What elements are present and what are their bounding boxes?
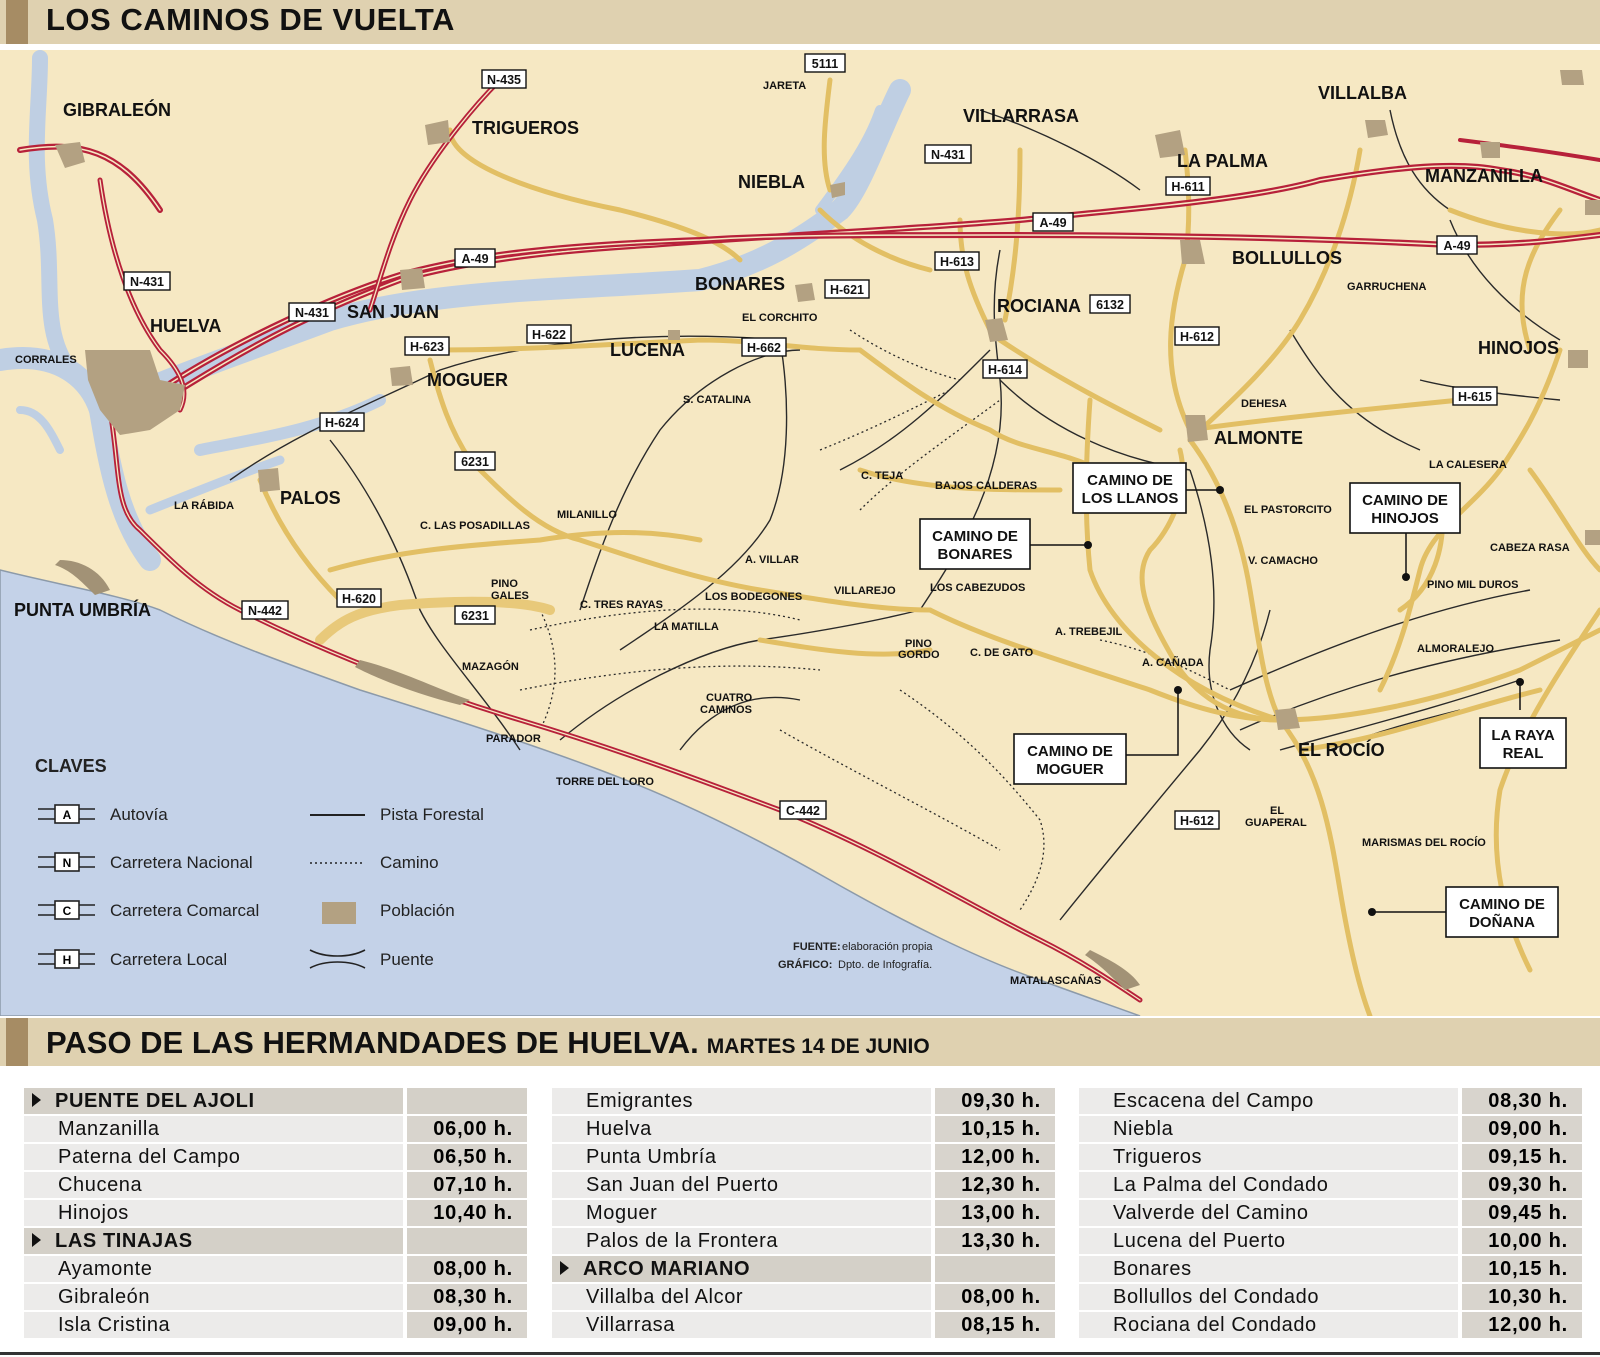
svg-text:H-613: H-613 xyxy=(939,255,975,269)
svg-text:C. DE GATO: C. DE GATO xyxy=(970,647,1034,659)
play-arrow-icon xyxy=(32,1233,41,1247)
passage-time: 08,30 h. xyxy=(1462,1088,1582,1114)
passage-time: 06,50 h. xyxy=(407,1144,527,1170)
road-label-h614 xyxy=(983,360,1027,378)
svg-text:A-49: A-49 xyxy=(461,252,489,266)
town-label-moguer: MOGUER xyxy=(427,370,508,390)
hermandad-name: Hinojos xyxy=(24,1200,403,1226)
schedule-row xyxy=(552,1144,1055,1170)
svg-text:A-49: A-49 xyxy=(1443,239,1471,253)
legend-pista: Pista Forestal xyxy=(380,805,484,824)
passage-time: 13,30 h. xyxy=(935,1228,1055,1254)
legend-camino: Camino xyxy=(380,853,439,872)
play-arrow-icon xyxy=(560,1261,569,1275)
svg-text:CAMINO DE: CAMINO DE xyxy=(932,528,1018,545)
svg-text:HINOJOS: HINOJOS xyxy=(1371,510,1439,527)
road-label-h622 xyxy=(527,325,571,343)
svg-text:MILANILLO: MILANILLO xyxy=(557,509,617,521)
road-label-a49 xyxy=(1033,213,1073,231)
road-label-5111 xyxy=(805,54,845,72)
passage-time: 08,00 h. xyxy=(935,1284,1055,1310)
svg-text:LOS BODEGONES: LOS BODEGONES xyxy=(705,591,803,603)
town-label-trigueros: TRIGUEROS xyxy=(472,118,580,138)
svg-text:A. VILLAR: A. VILLAR xyxy=(745,554,799,566)
road-label-h662 xyxy=(742,338,786,356)
camino-box-donana xyxy=(1446,887,1558,937)
camino-box-los-llanos xyxy=(1073,463,1186,513)
town-label-lucena: LUCENA xyxy=(610,340,685,360)
svg-text:H-621: H-621 xyxy=(829,283,865,297)
svg-text:LA RÁBIDA: LA RÁBIDA xyxy=(174,500,235,512)
schedule-row xyxy=(24,1284,527,1310)
svg-text:A. TREBEJIL: A. TREBEJIL xyxy=(1055,626,1123,638)
svg-text:H-624: H-624 xyxy=(324,416,360,430)
group-name xyxy=(24,1088,403,1114)
schedule-row xyxy=(1079,1088,1582,1114)
town-label-punta-umbria: PUNTA UMBRÍA xyxy=(14,600,151,620)
passage-time: 08,30 h. xyxy=(407,1284,527,1310)
hermandad-name: Trigueros xyxy=(1079,1144,1458,1170)
town-label-la-palma: LA PALMA xyxy=(1177,151,1268,171)
svg-text:H-622: H-622 xyxy=(531,328,567,342)
camino-box-hinojos xyxy=(1350,483,1460,533)
hermandad-name: Villarrasa xyxy=(552,1312,931,1338)
hermandad-name: Manzanilla xyxy=(24,1116,403,1142)
svg-text:GUAPERAL: GUAPERAL xyxy=(1245,817,1307,829)
svg-text:H-620: H-620 xyxy=(341,592,377,606)
schedule-title-bar xyxy=(0,1018,1600,1066)
hermandad-name: Lucena del Puerto xyxy=(1079,1228,1458,1254)
passage-time: 12,00 h. xyxy=(1462,1312,1582,1338)
schedule-column-2 xyxy=(552,1088,1055,1340)
legend-nacional: Carretera Nacional xyxy=(110,853,253,872)
hermandad-name: Bonares xyxy=(1079,1256,1458,1282)
hermandad-name: San Juan del Puerto xyxy=(552,1172,931,1198)
legend-poblacion: Población xyxy=(380,901,455,920)
svg-text:DEHESA: DEHESA xyxy=(1241,398,1287,410)
svg-text:CAMINOS: CAMINOS xyxy=(700,704,752,716)
schedule-title: PASO DE LAS HERMANDADES DE HUELVA. MARTES 14 DE JUNIO xyxy=(46,1025,930,1060)
svg-text:N-431: N-431 xyxy=(294,306,330,320)
group-label: PUENTE DEL AJOLI xyxy=(55,1090,255,1112)
svg-text:TORRE DEL LORO: TORRE DEL LORO xyxy=(556,776,654,788)
svg-text:GALES: GALES xyxy=(491,590,529,602)
passage-time: 13,00 h. xyxy=(935,1200,1055,1226)
schedule-row xyxy=(1079,1228,1582,1254)
road-label-n431 xyxy=(124,272,170,290)
road-label-a49 xyxy=(455,249,495,267)
group-name xyxy=(24,1228,403,1254)
legend-poblacion-symbol xyxy=(322,902,356,924)
hermandad-name: Moguer xyxy=(552,1200,931,1226)
group-name xyxy=(552,1256,931,1282)
road-label-h611 xyxy=(1166,177,1210,195)
schedule-column-1 xyxy=(24,1088,527,1340)
town-label-palos: PALOS xyxy=(280,488,341,508)
svg-text:H-662: H-662 xyxy=(746,341,782,355)
hermandad-name: Villalba del Alcor xyxy=(552,1284,931,1310)
passage-time: 09,00 h. xyxy=(1462,1116,1582,1142)
road-label-c442 xyxy=(780,801,826,819)
hermandad-name: Paterna del Campo xyxy=(24,1144,403,1170)
road-label-n431 xyxy=(289,303,335,321)
town-label-bollullos: BOLLULLOS xyxy=(1232,248,1342,268)
road-label-h615 xyxy=(1453,387,1497,405)
svg-text:CORRALES: CORRALES xyxy=(15,354,77,366)
hermandad-name: Rociana del Condado xyxy=(1079,1312,1458,1338)
town-label-hinojos: HINOJOS xyxy=(1478,338,1560,358)
svg-text:LOS LLANOS: LOS LLANOS xyxy=(1081,490,1179,507)
svg-text:A. CAÑADA: A. CAÑADA xyxy=(1142,657,1204,669)
camino-box-la-raya-real xyxy=(1480,718,1566,768)
schedule-group-header xyxy=(24,1228,527,1254)
hermandad-name: Ayamonte xyxy=(24,1256,403,1282)
road-label-6132 xyxy=(1090,295,1130,313)
svg-text:C. LAS POSADILLAS: C. LAS POSADILLAS xyxy=(420,520,531,532)
passage-time: 08,15 h. xyxy=(935,1312,1055,1338)
svg-text:LA MATILLA: LA MATILLA xyxy=(654,621,719,633)
svg-text:BONARES: BONARES xyxy=(937,546,1013,563)
hermandad-name: Gibraleón xyxy=(24,1284,403,1310)
svg-text:EL CORCHITO: EL CORCHITO xyxy=(742,312,818,324)
road-label-a49 xyxy=(1437,236,1477,254)
svg-text:GORDO: GORDO xyxy=(898,649,940,661)
schedule-row xyxy=(552,1284,1055,1310)
town-label-niebla: NIEBLA xyxy=(738,172,805,192)
passage-time: 06,00 h. xyxy=(407,1116,527,1142)
town-label-rociana: ROCIANA xyxy=(997,296,1081,316)
hermandad-name: Niebla xyxy=(1079,1116,1458,1142)
road-label-n442 xyxy=(242,601,288,619)
svg-text:GARRUCHENA: GARRUCHENA xyxy=(1347,281,1427,293)
play-arrow-icon xyxy=(32,1093,41,1107)
svg-text:H-623: H-623 xyxy=(409,340,445,354)
svg-text:JARETA: JARETA xyxy=(763,80,807,92)
road-label-h612 xyxy=(1175,327,1219,345)
svg-text:C. TRES RAYAS: C. TRES RAYAS xyxy=(580,599,663,611)
passage-time: 09,00 h. xyxy=(407,1312,527,1338)
title-bar xyxy=(0,0,1600,44)
road-label-n431 xyxy=(925,145,971,163)
town-label-almonte: ALMONTE xyxy=(1214,428,1303,448)
svg-text:H-615: H-615 xyxy=(1457,390,1493,404)
schedule-row xyxy=(24,1144,527,1170)
schedule-row xyxy=(24,1256,527,1282)
svg-text:Dpto. de Infografía.: Dpto. de Infografía. xyxy=(838,959,933,971)
route-map[interactable] xyxy=(0,50,1600,1016)
svg-text:S. CATALINA: S. CATALINA xyxy=(683,394,752,406)
passage-time: 12,30 h. xyxy=(935,1172,1055,1198)
svg-text:H-611: H-611 xyxy=(1171,180,1205,194)
schedule-row xyxy=(1079,1200,1582,1226)
hermandad-name: Emigrantes xyxy=(552,1088,931,1114)
road-label-n435 xyxy=(482,70,526,88)
svg-text:ALMORALEJO: ALMORALEJO xyxy=(1417,643,1494,655)
legend-title: CLAVES xyxy=(35,756,107,776)
road-label-h612 xyxy=(1175,811,1219,829)
schedule-row xyxy=(1079,1256,1582,1282)
svg-text:MATALASCAÑAS: MATALASCAÑAS xyxy=(1010,975,1102,987)
svg-text:MOGUER: MOGUER xyxy=(1036,761,1104,778)
svg-text:PINO: PINO xyxy=(905,638,932,650)
town-label-san-juan: SAN JUAN xyxy=(347,302,440,322)
passage-time: 09,45 h. xyxy=(1462,1200,1582,1226)
svg-text:C-442: C-442 xyxy=(785,804,821,818)
svg-text:elaboración propia: elaboración propia xyxy=(842,941,933,953)
page-title: LOS CAMINOS DE VUELTA xyxy=(46,2,455,37)
hermandad-name: La Palma del Condado xyxy=(1079,1172,1458,1198)
title-bar-tab xyxy=(6,0,28,44)
legend-local: Carretera Local xyxy=(110,950,228,969)
schedule-row xyxy=(24,1200,527,1226)
svg-text:EL PASTORCITO: EL PASTORCITO xyxy=(1244,504,1332,516)
svg-text:H-612: H-612 xyxy=(1179,330,1215,344)
svg-text:PINO MIL DUROS: PINO MIL DUROS xyxy=(1427,579,1519,591)
legend-comarcal: Carretera Comarcal xyxy=(110,901,260,920)
hermandad-name: Chucena xyxy=(24,1172,403,1198)
svg-text:V. CAMACHO: V. CAMACHO xyxy=(1248,555,1318,567)
camino-box-moguer xyxy=(1014,734,1126,784)
svg-text:H-612: H-612 xyxy=(1179,814,1215,828)
svg-text:6231: 6231 xyxy=(461,455,489,469)
road-label-h621 xyxy=(825,280,869,298)
schedule-row xyxy=(24,1172,527,1198)
schedule-group-header xyxy=(552,1256,1055,1282)
svg-text:LA CALESERA: LA CALESERA xyxy=(1429,459,1507,471)
schedule-row xyxy=(24,1312,527,1338)
schedule-title-tab xyxy=(6,1018,28,1066)
town-label-villalba: VILLALBA xyxy=(1318,83,1407,103)
svg-text:CAMINO DE: CAMINO DE xyxy=(1087,472,1173,489)
road-label-h624 xyxy=(320,413,364,431)
passage-time: 10,40 h. xyxy=(407,1200,527,1226)
camino-box-bonares xyxy=(920,519,1030,569)
group-time-cell xyxy=(935,1256,1055,1282)
svg-text:A: A xyxy=(62,808,72,822)
svg-text:N-442: N-442 xyxy=(247,604,283,618)
schedule-row xyxy=(1079,1116,1582,1142)
svg-text:6231: 6231 xyxy=(461,609,489,623)
bottom-rule xyxy=(0,1352,1600,1355)
passage-time: 10,00 h. xyxy=(1462,1228,1582,1254)
town-label-gibraleon: GIBRALEÓN xyxy=(63,100,171,120)
svg-text:PINO: PINO xyxy=(491,578,518,590)
group-time-cell xyxy=(407,1228,527,1254)
town-label-manzanilla: MANZANILLA xyxy=(1425,166,1543,186)
road-label-6231 xyxy=(455,452,495,470)
schedule-row xyxy=(1079,1284,1582,1310)
schedule-row xyxy=(552,1312,1055,1338)
schedule-row xyxy=(552,1116,1055,1142)
svg-text:DOÑANA: DOÑANA xyxy=(1469,914,1535,931)
schedule-row xyxy=(24,1116,527,1142)
legend-autovia: Autovía xyxy=(110,805,168,824)
group-label: LAS TINAJAS xyxy=(55,1230,193,1252)
hermandad-name: Punta Umbría xyxy=(552,1144,931,1170)
passage-time: 10,15 h. xyxy=(1462,1256,1582,1282)
svg-text:MAZAGÓN: MAZAGÓN xyxy=(462,661,519,673)
svg-text:REAL: REAL xyxy=(1502,745,1544,762)
svg-text:C: C xyxy=(62,904,72,918)
hermandad-name: Isla Cristina xyxy=(24,1312,403,1338)
passage-time: 09,30 h. xyxy=(935,1088,1055,1114)
schedule-row xyxy=(552,1228,1055,1254)
town-label-el-rocio: EL ROCÍO xyxy=(1298,740,1385,760)
svg-text:CAMINO DE: CAMINO DE xyxy=(1027,743,1113,760)
town-label-huelva: HUELVA xyxy=(150,316,222,336)
group-time-cell xyxy=(407,1088,527,1114)
hermandad-name: Bollullos del Condado xyxy=(1079,1284,1458,1310)
road-label-6231 xyxy=(455,606,495,624)
svg-text:FUENTE:: FUENTE: xyxy=(793,941,841,953)
passage-time: 10,15 h. xyxy=(935,1116,1055,1142)
svg-text:VILLAREJO: VILLAREJO xyxy=(834,585,896,597)
svg-text:CABEZA RASA: CABEZA RASA xyxy=(1490,542,1570,554)
svg-text:5111: 5111 xyxy=(811,57,839,71)
svg-text:N: N xyxy=(62,856,72,870)
svg-text:MARISMAS DEL ROCÍO: MARISMAS DEL ROCÍO xyxy=(1362,837,1486,849)
svg-text:6132: 6132 xyxy=(1096,298,1124,312)
svg-text:CAMINO DE: CAMINO DE xyxy=(1459,896,1545,913)
schedule-row xyxy=(552,1088,1055,1114)
svg-text:GRÁFICO:: GRÁFICO: xyxy=(778,959,833,971)
schedule-row xyxy=(1079,1312,1582,1338)
hermandad-name: Huelva xyxy=(552,1116,931,1142)
schedule-subtitle: MARTES 14 DE JUNIO xyxy=(706,1035,930,1058)
svg-text:N-431: N-431 xyxy=(930,148,966,162)
road-label-h613 xyxy=(935,252,979,270)
svg-text:LOS CABEZUDOS: LOS CABEZUDOS xyxy=(930,582,1026,594)
passage-time: 12,00 h. xyxy=(935,1144,1055,1170)
town-label-bonares: BONARES xyxy=(695,274,786,294)
road-label-h623 xyxy=(405,337,449,355)
passage-time: 08,00 h. xyxy=(407,1256,527,1282)
svg-text:EL: EL xyxy=(1270,805,1285,817)
schedule-row xyxy=(552,1172,1055,1198)
hermandad-name: Escacena del Campo xyxy=(1079,1088,1458,1114)
schedule-row xyxy=(552,1200,1055,1226)
town-label-villarrasa: VILLARRASA xyxy=(963,106,1079,126)
svg-text:LA RAYA: LA RAYA xyxy=(1491,727,1555,744)
svg-text:H-614: H-614 xyxy=(987,363,1023,377)
svg-text:H: H xyxy=(62,953,72,967)
passage-time: 10,30 h. xyxy=(1462,1284,1582,1310)
schedule-row xyxy=(1079,1172,1582,1198)
road-label-h620 xyxy=(337,589,381,607)
svg-text:C. TEJA: C. TEJA xyxy=(861,470,904,482)
svg-text:N-435: N-435 xyxy=(486,73,522,87)
svg-text:CAMINO DE: CAMINO DE xyxy=(1362,492,1448,509)
legend-puente: Puente xyxy=(380,950,434,969)
passage-time: 07,10 h. xyxy=(407,1172,527,1198)
svg-text:A-49: A-49 xyxy=(1039,216,1067,230)
hermandad-name: Valverde del Camino xyxy=(1079,1200,1458,1226)
group-label: ARCO MARIANO xyxy=(583,1258,751,1280)
schedule-group-header xyxy=(24,1088,527,1114)
svg-text:CUATRO: CUATRO xyxy=(706,692,753,704)
hermandad-name: Palos de la Frontera xyxy=(552,1228,931,1254)
svg-text:N-431: N-431 xyxy=(129,275,165,289)
svg-text:BAJOS CALDERAS: BAJOS CALDERAS xyxy=(935,480,1038,492)
schedule-row xyxy=(1079,1144,1582,1170)
passage-time: 09,15 h. xyxy=(1462,1144,1582,1170)
svg-text:PARADOR: PARADOR xyxy=(486,733,541,745)
schedule-column-3 xyxy=(1079,1088,1582,1340)
passage-time: 09,30 h. xyxy=(1462,1172,1582,1198)
